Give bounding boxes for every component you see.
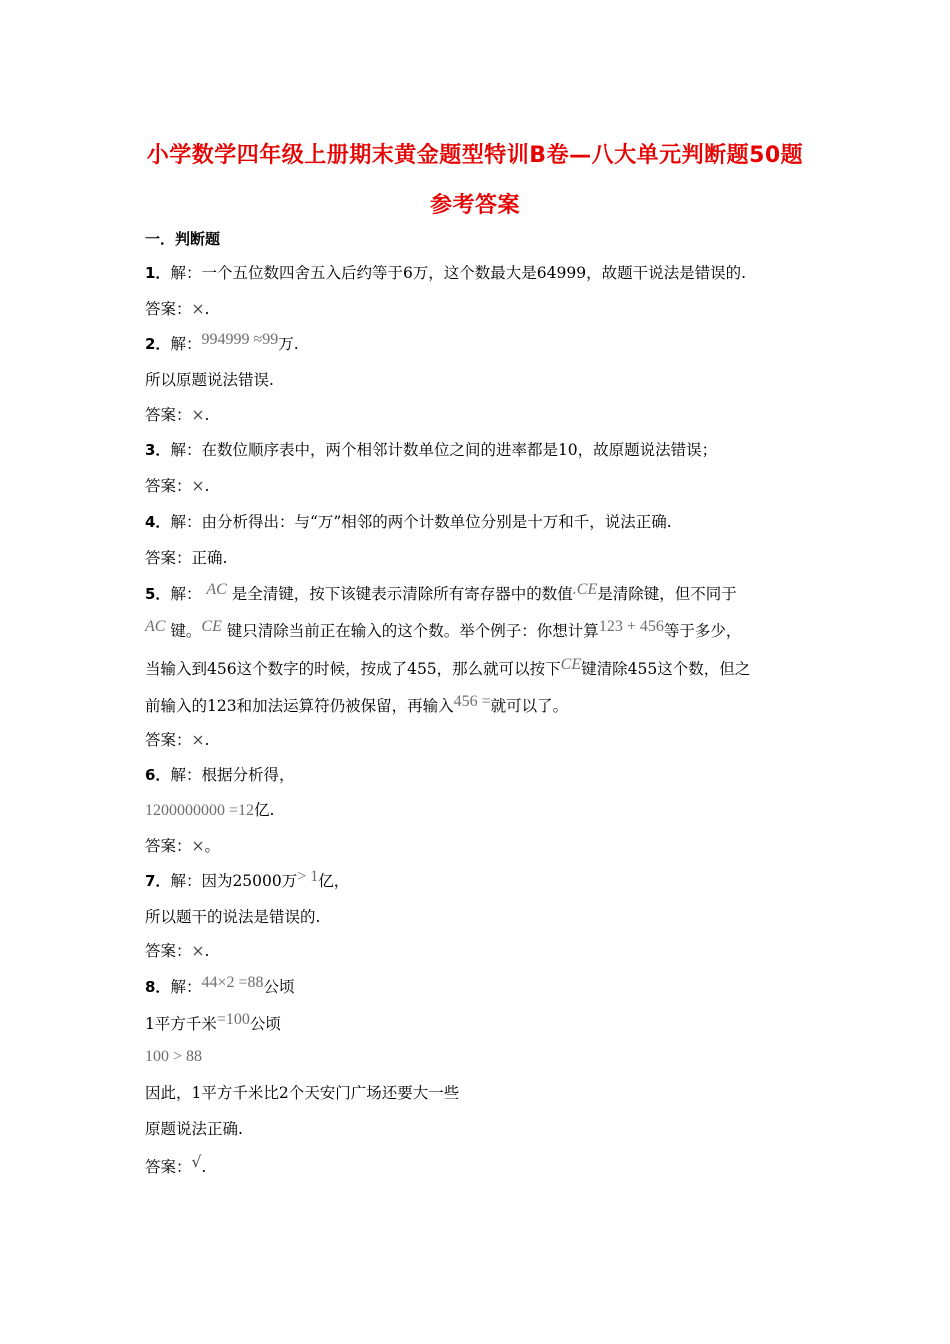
answer-text: 键只清除当前正在输入的这个数。举个例子：你想计算 [226,622,599,640]
document-subtitle: 参考答案 [429,193,520,218]
answer-2-result [145,404,209,426]
cross-mark-icon: × [191,300,205,318]
answer-label: 答案： [145,406,192,424]
answer-5-result [145,729,209,751]
answer-suffix: . [204,477,210,495]
answer-2-line [145,333,299,356]
answer-suffix: . [204,731,210,749]
answer-text: 解：一个五位数四舍五入后约等于6万，这个数最大是64999，故题干说法是错误的. [170,264,747,282]
answer-label: 答案： [145,1158,192,1176]
answer-number: 3． [145,441,171,459]
math-ce: CE [560,656,582,673]
document-title: 小学数学四年级上册期末黄金题型特训B卷—八大单元判断题50题 [146,143,804,168]
answer-7-line2: 所以题干的说法是错误的. [145,908,321,926]
answer-label: 答案： [145,837,192,855]
answer-text: 是全清键，按下该键表示清除所有寄存器中的数值 [231,585,573,603]
math-ce: .CE [572,581,598,598]
answer-text: 键清除455这个数，但之 [581,660,751,678]
answer-suffix: . [201,1158,207,1176]
answer-suffix: . [204,406,210,424]
answer-text: 亿， [318,872,350,890]
answer-suffix: . [204,942,210,960]
answer-2-line2: 所以原题说法错误. [145,371,274,389]
answer-suffix: . [204,300,210,318]
answer-label: 答案： [145,549,192,567]
answer-number: 6． [145,766,171,784]
cross-mark-icon: × [191,406,205,424]
answer-text: 解： [170,335,202,353]
answer-text: 万. [278,335,299,353]
answer-number: 5． [145,585,171,603]
answer-text: 前输入的123和加法运算符仍被保留，再输入 [145,697,454,715]
answer-7-result [145,940,209,962]
check-mark-icon: √ [191,1153,202,1171]
answer-text: 就可以了。 [490,697,569,715]
answer-text: 亿. [254,801,275,819]
cross-mark-icon: × [191,942,205,960]
answer-text: 键。 [170,622,202,640]
answer-5-line2 [145,620,741,643]
answer-text: 等于多少， [663,622,742,640]
answer-text: 是清除键，但不同于 [597,585,737,603]
cross-mark-icon: × [191,731,205,749]
answer-number: 8． [145,978,171,996]
answer-number: 7． [145,872,171,890]
cross-mark-icon: × [191,837,205,855]
answer-3-line [145,439,717,461]
answer-text: 解：由分析得出：与“万”相邻的两个计数单位分别是十万和千，说法正确. [170,513,672,531]
answer-5-line4 [145,695,568,718]
answer-8-line5: 原题说法正确. [145,1120,243,1138]
math-ac: AC [145,618,166,635]
answer-text: 解：在数位顺序表中，两个相邻计数单位之间的进率都是10，故原题说法错误； [170,441,718,459]
answer-text: 解： [170,978,202,996]
answer-8-result [145,1153,207,1178]
math-expression: 123 + 456 [598,618,664,635]
math-expression: =100 [216,1011,250,1028]
answer-text: 公顷 [263,978,295,996]
answer-1-line [145,262,746,284]
answer-5-line3 [145,658,750,681]
answer-label: 答案： [145,942,192,960]
answer-text: 当输入到456这个数字的时候，按成了455，那么就可以按下 [145,660,561,678]
answer-suffix: 。 [204,837,221,855]
answer-5-line1 [145,583,737,606]
math-ac: AC [206,581,227,598]
answer-number: 1． [145,264,171,282]
answer-8-line4: 因此，1平方千米比2个天安门广场还要大一些 [145,1084,460,1102]
answer-3-result [145,475,209,497]
math-expression: 456 = [453,693,491,710]
answer-label: 答案： [145,477,192,495]
answer-text: 解：根据分析得， [170,766,295,784]
answer-text: 公顷 [249,1015,281,1033]
answer-number: 4． [145,513,171,531]
answer-4-line [145,511,672,533]
answer-label: 答案： [145,300,192,318]
answer-suffix: . [222,549,228,567]
answer-mark: 正确 [191,549,223,567]
math-expression: 1200000000 =12 [145,802,255,819]
answer-text: 解：因为25000万 [170,872,298,890]
answer-6-line [145,764,294,786]
answer-7-line [145,870,349,893]
cross-mark-icon: × [191,477,205,495]
answer-text: 1平方千米 [145,1015,217,1033]
section-heading: 一．判断题 [145,230,221,248]
answer-8-line3 [145,1045,202,1068]
answer-label: 答案： [145,731,192,749]
answer-1-result [145,298,209,320]
math-ce: CE [201,618,222,635]
answer-number: 2． [145,335,171,353]
answer-6-result [145,835,220,857]
answer-text: 解： [170,585,202,603]
math-expression: 44×2 =88 [201,974,264,991]
answer-6-line2 [145,799,274,822]
answer-8-line2 [145,1013,281,1036]
math-expression: 994999 ≈99 [201,331,279,348]
math-expression: > 1 [297,868,319,885]
answer-4-result [145,547,227,569]
math-expression: 100 > 88 [145,1048,203,1065]
answer-8-line [145,976,295,999]
